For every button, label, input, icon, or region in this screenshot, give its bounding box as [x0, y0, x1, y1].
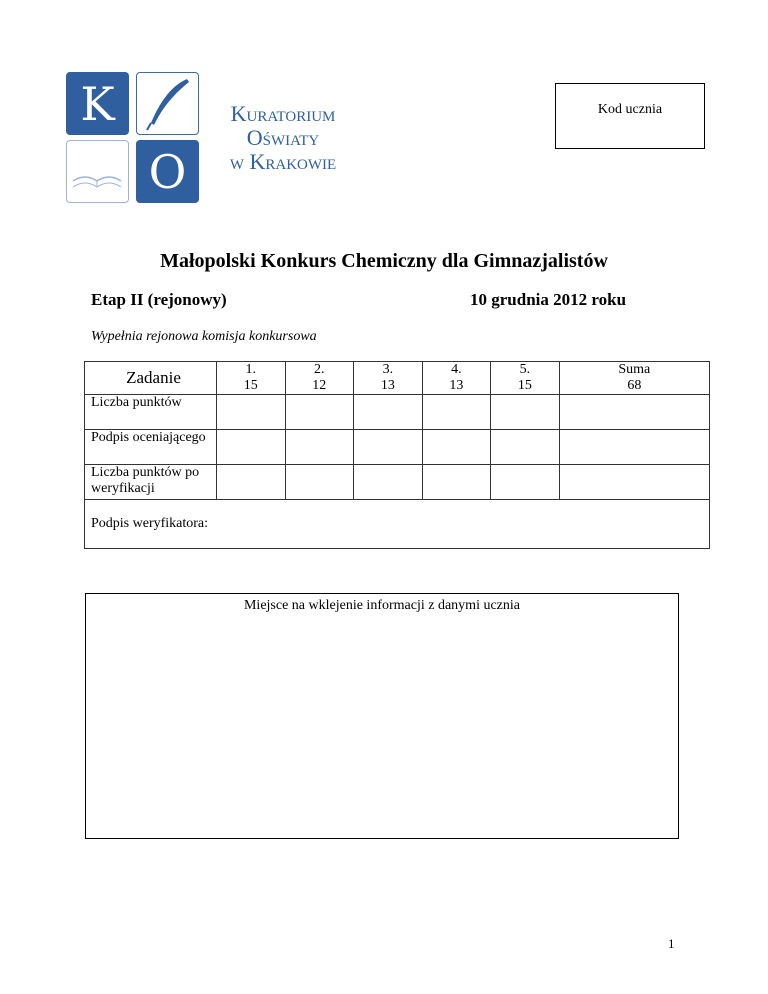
student-code-box[interactable] — [555, 83, 705, 149]
task-5-header — [491, 362, 560, 395]
logo-text — [208, 102, 358, 174]
task-label: 5. — [519, 362, 531, 377]
task-max-points: 13 — [380, 378, 395, 393]
score-cell[interactable] — [285, 395, 354, 430]
score-cell[interactable] — [217, 465, 286, 500]
task-header-row — [85, 362, 710, 395]
task-max-points: 13 — [449, 378, 464, 393]
logo-line-3: w Krakowie — [229, 149, 337, 174]
verified-points-row — [85, 465, 710, 500]
task-max-points: 12 — [312, 378, 327, 393]
task-label: 3. — [382, 362, 394, 377]
task-max-points: 15 — [517, 378, 532, 393]
score-table — [84, 361, 710, 549]
student-code-label: Kod ucznia — [597, 102, 663, 117]
score-cell[interactable] — [559, 465, 709, 500]
sticker-area-label: Miejsce na wklejenie informacji z danymi ucznia — [243, 598, 520, 613]
signature-cell[interactable] — [422, 430, 491, 465]
open-book-icon — [66, 140, 129, 203]
commission-note: Wypełnia rejonowa komisja konkursowa — [91, 329, 317, 344]
page-title: Małopolski Konkurs Chemiczny dla Gimnazjalistów — [160, 250, 608, 272]
task-max-points: 68 — [627, 378, 642, 393]
signature-cell[interactable] — [217, 430, 286, 465]
score-cell[interactable] — [354, 395, 423, 430]
logo-letter-o: O — [148, 144, 187, 199]
points-row-label: Liczba punktów — [85, 395, 217, 430]
sum-header — [559, 362, 709, 395]
task-1-header — [217, 362, 286, 395]
score-cell[interactable] — [422, 395, 491, 430]
score-cell[interactable] — [491, 395, 560, 430]
signature-cell[interactable] — [285, 430, 354, 465]
page-number: 1 — [668, 936, 675, 951]
logo-line-2: Oświaty — [246, 125, 320, 150]
logo-line-1: Kuratorium — [230, 101, 336, 126]
logo-tile-o — [136, 140, 199, 203]
score-cell[interactable] — [285, 465, 354, 500]
stage-label: Etap II (rejonowy) — [91, 290, 227, 309]
task-label: Suma — [618, 362, 651, 377]
task-label: 1. — [245, 362, 257, 377]
verifier-signature-row — [85, 500, 710, 549]
signature-cell[interactable] — [559, 430, 709, 465]
task-max-points: 15 — [243, 378, 258, 393]
score-cell[interactable] — [559, 395, 709, 430]
task-2-header — [285, 362, 354, 395]
task-4-header — [422, 362, 491, 395]
verifier-signature-field[interactable]: Podpis weryfikatora: — [85, 500, 710, 549]
student-info-sticker-area[interactable] — [85, 593, 679, 839]
task-label: 4. — [451, 362, 462, 377]
signature-cell[interactable] — [354, 430, 423, 465]
logo-tile-k — [66, 72, 129, 135]
score-cell[interactable] — [422, 465, 491, 500]
task-3-header — [354, 362, 423, 395]
task-header-label: Zadanie — [85, 362, 217, 395]
score-cell[interactable] — [491, 465, 560, 500]
signature-cell[interactable] — [491, 430, 560, 465]
score-cell[interactable] — [217, 395, 286, 430]
points-row — [85, 395, 710, 430]
exam-date: 10 grudnia 2012 roku — [470, 290, 627, 309]
grader-signature-row — [85, 430, 710, 465]
task-label: 2. — [314, 362, 325, 377]
kuratorium-logo — [66, 72, 356, 204]
grader-signature-label: Podpis oceniającego — [85, 430, 217, 465]
quill-pen-icon — [136, 72, 199, 135]
logo-letter-k: K — [80, 76, 115, 131]
verified-points-label: Liczba punktów po weryfikacji — [85, 465, 217, 500]
score-cell[interactable] — [354, 465, 423, 500]
